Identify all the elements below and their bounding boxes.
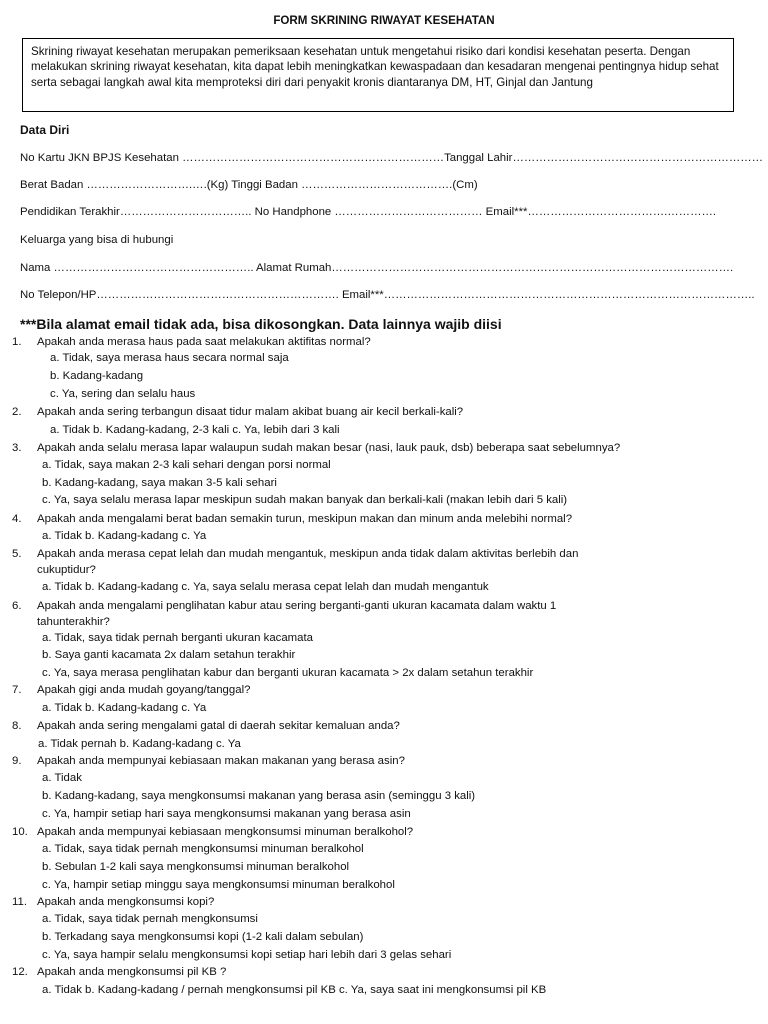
answer-option[interactable]: a. Tidak, saya tidak pernah berganti ukuran kacamata [42, 632, 314, 644]
question-text: Apakah anda merasa haus pada saat melakukan aktifitas normal? [37, 336, 371, 348]
field-bpjs-birthdate[interactable]: No Kartu JKN BPJS Kesehatan ……………………………………………………………Tanggal Lahir………………………………………………………… [20, 152, 764, 164]
question-text-continued: tahunterakhir? [37, 616, 110, 628]
answer-option[interactable]: c. Ya, saya merasa penglihatan kabur dan berganti ukuran kacamata > 2x dalam setahun terakhir [42, 667, 534, 679]
question-number: 8. [12, 720, 22, 732]
question-text: Apakah anda mengkonsumsi kopi? [37, 896, 215, 908]
answer-option[interactable]: a. Tidak, saya tidak pernah mengkonsumsi minuman beralkohol [42, 843, 364, 855]
answer-option[interactable]: c. Ya, sering dan selalu haus [50, 388, 196, 400]
answer-option[interactable]: a. Tidak b. Kadang-kadang c. Ya [42, 530, 207, 542]
question-number: 6. [12, 600, 22, 612]
question-text: Apakah anda mempunyai kebiasaan mengkonsumsi minuman beralkohol? [37, 826, 414, 838]
answer-option[interactable]: a. Tidak b. Kadang-kadang, 2-3 kali c. Ya, lebih dari 3 kali [50, 424, 340, 436]
answer-option[interactable]: b. Terkadang saya mengkonsumsi kopi (1-2 kali dalam sebulan) [42, 931, 364, 943]
answer-option[interactable]: b. Kadang-kadang, saya mengkonsumsi makanan yang berasa asin (seminggu 3 kali) [42, 790, 476, 802]
question-number: 9. [12, 755, 22, 767]
question-text-continued: cukuptidur? [37, 564, 96, 576]
field-weight-height[interactable]: Berat Badan ……………………….….(Kg) Tinggi Badan ………………………………….(Cm) [20, 179, 478, 191]
answer-option[interactable]: c. Ya, hampir setiap hari saya mengkonsumsi makanan yang berasa asin [42, 808, 411, 820]
question-text: Apakah anda mengalami berat badan semakin turun, meskipun makan dan minum anda melebihi normal? [37, 513, 573, 525]
question-text: Apakah anda merasa cepat lelah dan mudah mengantuk, meskipun anda tidak dalam aktivitas berlebih dan [37, 548, 579, 560]
answer-option[interactable]: a. Tidak, saya merasa haus secara normal saja [50, 352, 289, 364]
question-text: Apakah anda sering terbangun disaat tidur malam akibat buang air kecil berkali-kali? [37, 406, 464, 418]
answer-option[interactable]: a. Tidak [42, 772, 82, 784]
email-note: ***Bila alamat email tidak ada, bisa dikosongkan. Data lainnya wajib diisi [20, 316, 502, 332]
question-text: Apakah anda sering mengalami gatal di daerah sekitar kemaluan anda? [37, 720, 400, 732]
question-number: 1. [12, 336, 22, 348]
field-contact-heading: Keluarga yang bisa di hubungi [20, 234, 174, 246]
answer-option[interactable]: b. Saya ganti kacamata 2x dalam setahun terakhir [42, 649, 296, 661]
question-text: Apakah anda mempunyai kebiasaan makan makanan yang berasa asin? [37, 755, 405, 767]
field-education-phone-email[interactable]: Pendidikan Terakhir…………………………….. No Handphone ………………………………… Email***……………………………….…………. [20, 206, 717, 218]
question-text: Apakah anda selalu merasa lapar walaupun sudah makan besar (nasi, lauk pauk, dsb) beberapa saat sebelumnya? [37, 442, 621, 454]
form-title: FORM SKRINING RIWAYAT KESEHATAN [273, 14, 495, 27]
answer-option[interactable]: c. Ya, hampir setiap minggu saya mengkonsumsi minuman beralkohol [42, 879, 395, 891]
answer-option[interactable]: a. Tidak b. Kadang-kadang c. Ya [42, 702, 207, 714]
answer-option[interactable]: a. Tidak pernah b. Kadang-kadang c. Ya [38, 738, 241, 750]
question-number: 2. [12, 406, 22, 418]
intro-box: Skrining riwayat kesehatan merupakan pemeriksaan kesehatan untuk mengetahui risiko dari kondisi kesehatan peserta. Dengan melakukan skrining riwayat kesehatan, kita dapat lebih meningkatkan kewaspadaan dan kesadaran mengenai pentingnya hidup sehat serta sebagai langkah awal kita memproteksi diri dari penyakit kronis diantaranya DM, HT, Ginjal dan Jantung [22, 38, 734, 112]
answer-option[interactable]: a. Tidak b. Kadang-kadang / pernah mengkonsumsi pil KB c. Ya, saya saat ini mengkonsumsi pil KB [42, 984, 547, 996]
answer-option[interactable]: b. Kadang-kadang, saya makan 3-5 kali sehari [42, 477, 277, 489]
data-diri-heading: Data Diri [20, 123, 70, 137]
answer-option[interactable]: c. Ya, saya hampir selalu mengkonsumsi kopi setiap hari lebih dari 3 gelas sehari [42, 949, 452, 961]
question-number: 12. [12, 966, 28, 978]
field-name-address[interactable]: Nama …………………………………………….. Alamat Rumah……………………………………………………………………………………………. [20, 262, 734, 274]
question-number: 10. [12, 826, 28, 838]
field-phone-email[interactable]: No Telepon/HP………………………………………………………. Email***…………………………………………………………………………………….. [20, 289, 755, 301]
question-text: Apakah anda mengalami penglihatan kabur atau sering berganti-ganti ukuran kacamata dalam waktu 1 [37, 600, 557, 612]
question-number: 3. [12, 442, 22, 454]
answer-option[interactable]: a. Tidak, saya tidak pernah mengkonsumsi [42, 913, 258, 925]
question-number: 7. [12, 684, 22, 696]
question-number: 4. [12, 513, 22, 525]
question-text: Apakah gigi anda mudah goyang/tanggal? [37, 684, 251, 696]
question-number: 11. [12, 896, 27, 908]
answer-option[interactable]: a. Tidak, saya makan 2-3 kali sehari dengan porsi normal [42, 459, 331, 471]
answer-option[interactable]: b. Sebulan 1-2 kali saya mengkonsumsi minuman beralkohol [42, 861, 350, 873]
answer-option[interactable]: c. Ya, saya selalu merasa lapar meskipun sudah makan banyak dan berkali-kali (makan lebih dari 5 kali) [42, 494, 568, 506]
answer-option[interactable]: b. Kadang-kadang [50, 370, 144, 382]
answer-option[interactable]: a. Tidak b. Kadang-kadang c. Ya, saya selalu merasa cepat lelah dan mudah mengantuk [42, 581, 489, 593]
question-number: 5. [12, 548, 22, 560]
question-text: Apakah anda mengkonsumsi pil KB ? [37, 966, 227, 978]
